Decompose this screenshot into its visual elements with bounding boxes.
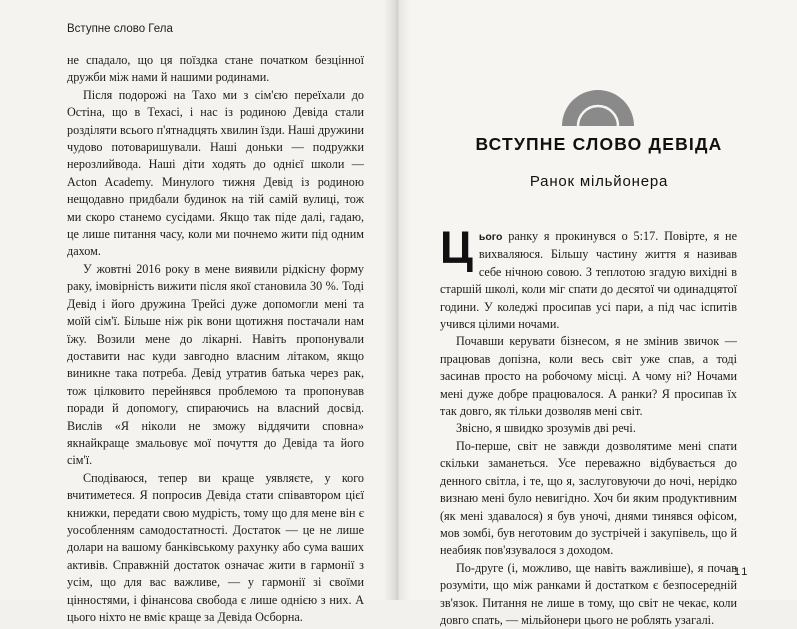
left-page [0,0,397,624]
right-page [397,0,797,627]
left-paragraph-2: Після подорожі на Тахо ми з сім'єю переїхали до Остіна, що в Техасі, і нас із родиною Девіда стали розділяти всього п'ятнадцять хвилин їзди. Наші дружини чудово потоваришували. Наші доньки — подружки нерозлийвода. Наші діти ходять до однієї школи — Acton Academy. Минулого тижня Девід із родиною нещодавно придбали будинок на тій самій вулиці, тож ми скоро станемо сусідами. Якщо так піде далі, гадаю, це лише питання часу, коли ми почнемо жити під одним дахом. [67,87,364,259]
chapter-subtitle: Ранок мільйонера [529,173,669,190]
drop-cap: Ц [440,222,473,273]
right-paragraph-5: По-друге (і, можливо, ще навіть важливіше), я почав розуміти, що між ранками й достатком є безпосередній зв'язок. Питання не лише в тому, що світ не чекає, коли довго спать, — мільйонери цього не роблять узагалі. [440,560,737,627]
running-head: Вступне слово Гела [67,23,173,35]
page-number: 11 [734,566,750,578]
right-paragraph-2: Почавши керувати бізнесом, я не змінив звичок — працював допізна, коли весь світ уже спав, а тоді засинав просто на робочому місці. А чому ні? Ночами мені дуже добре працювалося. А ранки? Я просипав їх так довго, як тільки дозволяв мені світ. [440,334,737,419]
right-paragraph-1-text: ранку я прокинувся о 5:17. Повірте, я не вихваляюся. Більшу частину життя я називав себе нічною совою. З теплотою згадую вихідні в старшій школі, коли міг спати до десятої чи одинадцятої години. У коледжі просипав усі пари, а під час іспитів учився цілими ночами. [440,229,737,332]
half-circle-ornament-icon [560,86,636,126]
first-word-rest: ього [478,231,503,243]
chapter-title: ВСТУПНЕ СЛОВО ДЕВІДА [475,134,723,154]
right-paragraph-4: По-перше, світ не завжди дозволятиме мені спати скільки заманеться. Усе переважно відбувається до денного світла, і те, що я, заслуговуючи до ночі, нерідко визнаю мені було невигідно. Хоч би яким продуктивним (як мені здавалося) я був уночі, днями тинявся офісом, мов зомбі, був неготовим до зустрічей і закупівель, що й неабияк пов'язувалося з доходом. [440,438,737,558]
left-page-body [67,52,364,626]
left-paragraph-3: У жовтні 2016 року в мене виявили рідкісну форму раку, імовірність вижити після якої становила 30 %. Тоді Девід і його дружина Трейсі дуже допомогли мені та моїй сім'ї. Більше ніж рік вони щотижня постачали нам їжу. Возили мене до лікарні. Навіть пропонували доставити нас куди завгодно власним літаком, якщо виникне така потреба. Девід утратив батька через рак, тож цілковито перейнявся проблемою та пропонував поради й допомогу, спираючись на власний досвід. Вислів «Я нікoли не зможу віддячити сповна» якнайкраще змальовує мої почуття до Девіда та його сім'ї. [67,261,364,468]
left-paragraph-4: Сподіваюся, тепер ви краще уявляєте, у кого вчитиметеся. Я попросив Девіда стати співавтором цієї книжки, передати свою мудрість, тому що для мене він є уособленням самодостатності. Достаток — це не лише долари на вашому банківському рахунку або сума ваших активів. Справжній достаток означає жити в гармонії з усім, що для вас важливе, — у гармонії зі своїми цінностями, і фінансова свобода є лише однією з них. А цього ніхто не вміє краще за Девіда Осборна. [67,470,364,624]
right-page-body [440,222,737,629]
right-paragraph-3: Звісно, я швидко зрозумів дві речі. [456,421,636,436]
left-paragraph-1: не спадало, що ця поїздка стане початком безцінної дружби між нами й нашими родинами. [67,53,364,85]
right-paragraph-1 [440,222,737,333]
book-gutter-shadow [384,0,410,600]
